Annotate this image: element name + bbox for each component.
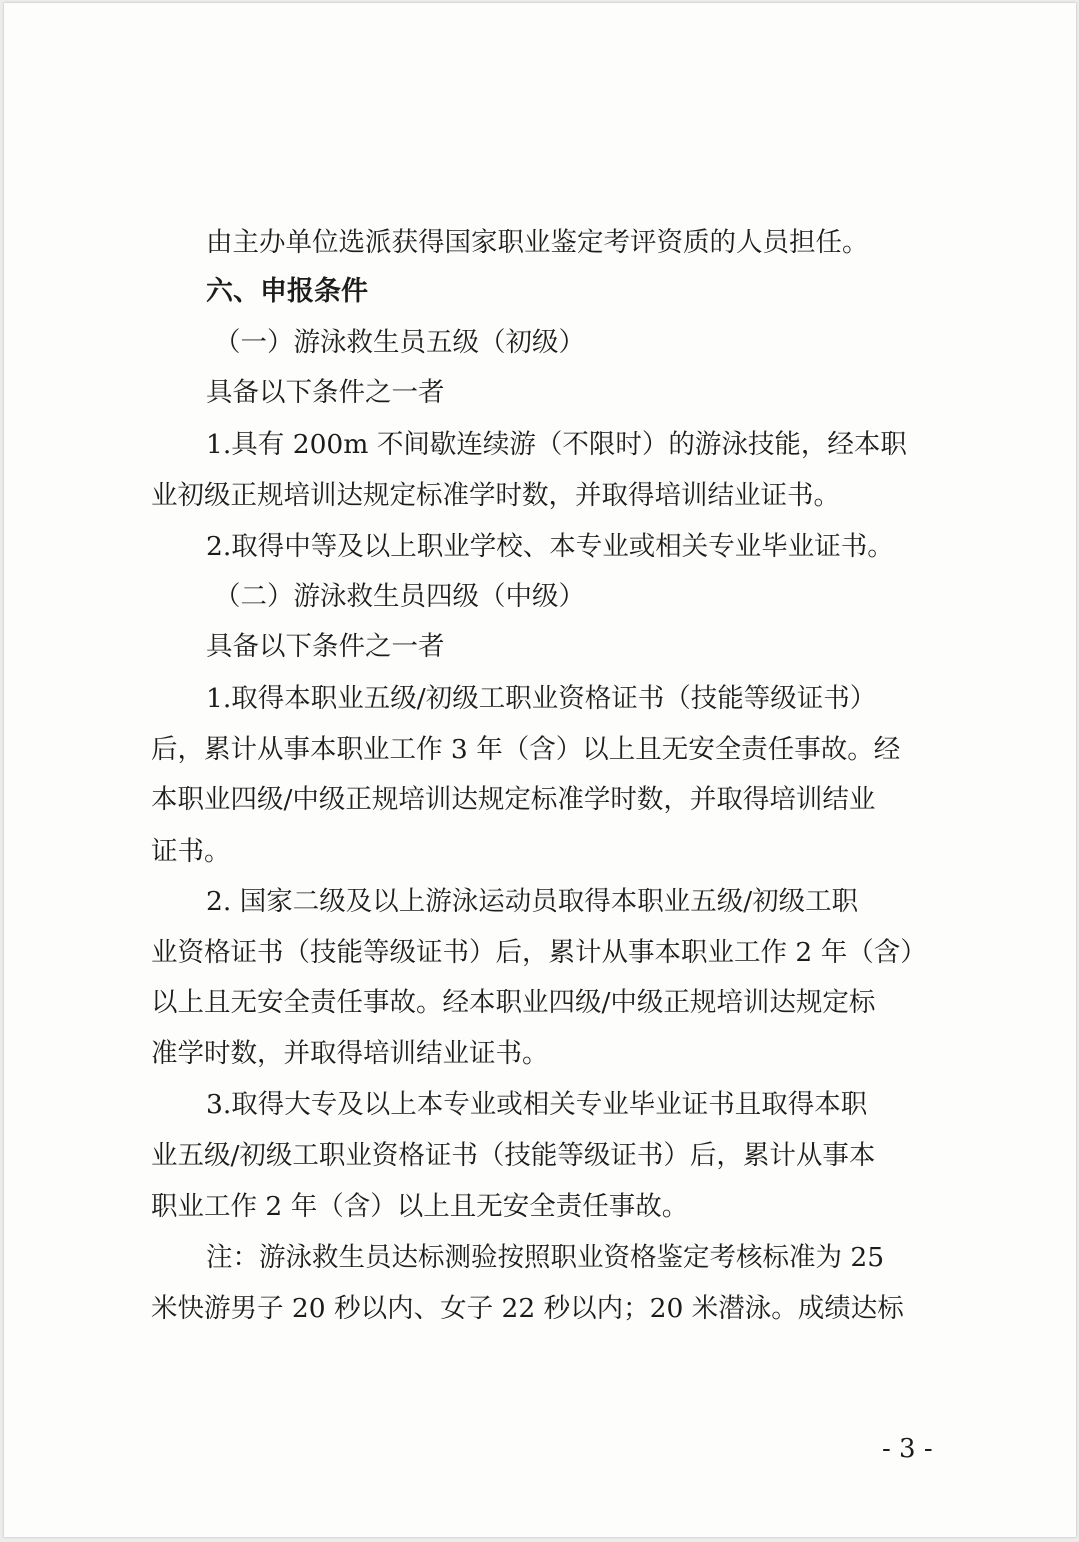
subsection-heading: （一）游泳救生员五级（初级）: [214, 327, 585, 358]
text-line: 由主办单位选派获得国家职业鉴定考评资质的人员担任。: [206, 227, 869, 258]
text-line: 具备以下条件之一者: [206, 377, 445, 408]
text-line: 业五级/初级工职业资格证书（技能等级证书）后，累计从事本: [151, 1140, 876, 1171]
text-line: 具备以下条件之一者: [206, 631, 445, 662]
text-line: 2.取得中等及以上职业学校、本专业或相关专业毕业证书。: [206, 531, 894, 562]
text-line: 1.取得本职业五级/初级工职业资格证书（技能等级证书）: [206, 683, 877, 714]
text-line: 业资格证书（技能等级证书）后，累计从事本职业工作 2 年（含）: [151, 937, 927, 968]
text-line: 本职业四级/中级正规培训达规定标准学时数，并取得培训结业: [151, 784, 876, 815]
text-line: 职业工作 2 年（含）以上且无安全责任事故。: [151, 1191, 689, 1222]
text-line: 以上且无安全责任事故。经本职业四级/中级正规培训达规定标: [151, 987, 876, 1018]
page-number: - 3 -: [882, 1434, 933, 1464]
section-heading: 六、申报条件: [206, 276, 368, 307]
text-line: 后，累计从事本职业工作 3 年（含）以上且无安全责任事故。经: [151, 734, 901, 765]
document-page: [4, 3, 1076, 1537]
text-line: 1.具有 200m 不间歇连续游（不限时）的游泳技能，经本职: [206, 429, 907, 460]
text-line: 2. 国家二级及以上游泳运动员取得本职业五级/初级工职: [206, 886, 859, 917]
subsection-heading: （二）游泳救生员四级（中级）: [214, 581, 585, 612]
text-line: 业初级正规培训达规定标准学时数，并取得培训结业证书。: [151, 480, 840, 511]
text-line: 证书。: [151, 836, 231, 867]
text-line: 3.取得大专及以上本专业或相关专业毕业证书且取得本职: [206, 1089, 868, 1120]
note-line: 注：游泳救生员达标测验按照职业资格鉴定考核标准为 25: [206, 1242, 885, 1273]
text-line: 准学时数，并取得培训结业证书。: [151, 1038, 549, 1069]
note-line: 米快游男子 20 秒以内、女子 22 秒以内；20 米潜泳。成绩达标: [151, 1293, 904, 1324]
